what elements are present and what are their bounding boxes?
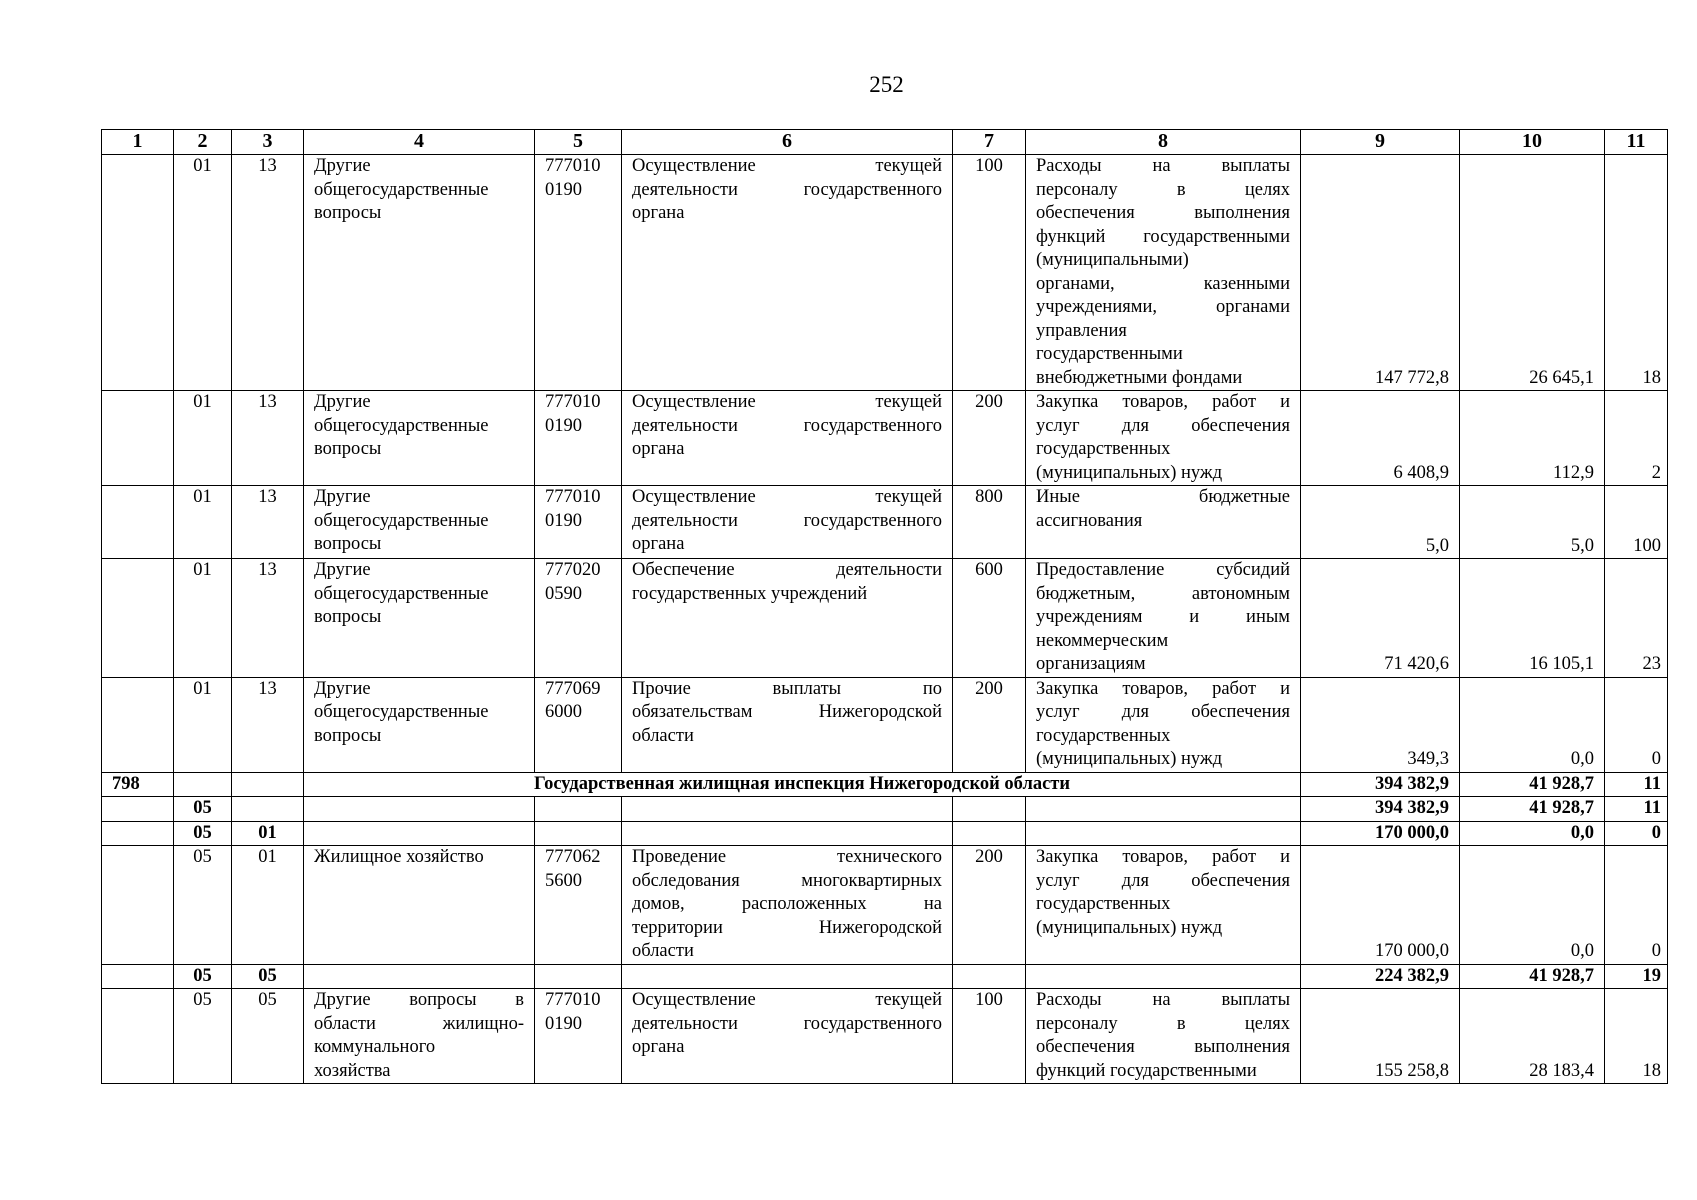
executed-cell: 0,0 <box>1460 846 1605 965</box>
subsection-code-cell: 13 <box>232 155 304 391</box>
empty-cell <box>953 821 1026 846</box>
expense-type-cell: 100 <box>953 989 1026 1084</box>
target-article-cell-line: 0190 <box>545 179 582 200</box>
subsection-name-cell-line: области жилищно- <box>314 1013 524 1034</box>
empty-cell <box>232 772 304 797</box>
expense-type-name-cell-line: государственных <box>1036 894 1171 914</box>
expense-type-name-cell-line: Предоставление субсидий <box>1036 560 1290 580</box>
subsection-name-cell-line: общегосударственные <box>314 510 489 531</box>
expense-type-cell: 200 <box>953 846 1026 965</box>
description-cell <box>622 989 953 1084</box>
percent-cell: 0 <box>1605 677 1668 772</box>
subsection-name-cell-line: Другие <box>314 487 371 507</box>
empty-cell <box>622 821 953 846</box>
description-cell-line: области <box>632 941 694 961</box>
section-total-row <box>102 797 1668 822</box>
expense-type-cell: 200 <box>953 677 1026 772</box>
description-cell-line: деятельности государственного <box>632 510 942 531</box>
col1-cell <box>102 559 174 678</box>
header-cell: 9 <box>1301 130 1460 155</box>
table-header <box>102 130 1668 155</box>
empty-cell <box>304 964 535 989</box>
executed-cell: 28 183,4 <box>1460 989 1605 1084</box>
header-cell: 2 <box>174 130 232 155</box>
subsection-name-cell-line: хозяйства <box>314 1060 391 1081</box>
description-cell-line: органа <box>632 534 685 554</box>
amount-cell: 224 382,9 <box>1301 964 1460 989</box>
executed-cell: 16 105,1 <box>1460 559 1605 678</box>
header-cell: 3 <box>232 130 304 155</box>
executed-cell: 41 928,7 <box>1460 964 1605 989</box>
expense-type-name-cell <box>1026 155 1301 391</box>
target-article-cell <box>535 391 622 486</box>
expense-type-name-cell-line: организациям <box>1036 654 1146 674</box>
organization-row <box>102 772 1668 797</box>
empty-cell <box>102 797 174 822</box>
subsection-name-cell-line: Жилищное хозяйство <box>314 847 484 867</box>
target-article-cell <box>535 559 622 678</box>
expense-type-name-cell-line: услуг для обеспечения <box>1036 870 1290 891</box>
subsection-name-cell-line: вопросы <box>314 725 382 746</box>
description-cell-line: обязательствам Нижегородской <box>632 702 942 722</box>
executed-cell: 112,9 <box>1460 391 1605 486</box>
section-code-cell: 05 <box>174 964 232 989</box>
subsection-name-cell <box>304 846 535 965</box>
description-cell-line: Осуществление текущей <box>632 990 942 1010</box>
target-article-cell-line: 777010 <box>545 487 601 507</box>
subsection-code-cell: 05 <box>232 989 304 1084</box>
subsection-name-cell-line: вопросы <box>314 203 382 223</box>
col1-cell <box>102 486 174 559</box>
empty-cell <box>102 821 174 846</box>
header-cell: 7 <box>953 130 1026 155</box>
expense-type-cell: 800 <box>953 486 1026 559</box>
target-article-cell-line: 0590 <box>545 583 582 604</box>
amount-cell: 155 258,8 <box>1301 989 1460 1084</box>
description-cell-line: Осуществление текущей <box>632 156 942 176</box>
subsection-name-cell-line: Другие <box>314 678 371 699</box>
amount-cell: 170 000,0 <box>1301 846 1460 965</box>
subsection-name-cell-line: вопросы <box>314 607 382 627</box>
expense-type-name-cell-line: (муниципальными) <box>1036 250 1189 270</box>
expense-type-name-cell-line: органами, казенными <box>1036 273 1290 294</box>
subsection-name-cell <box>304 155 535 391</box>
expense-type-name-cell-line: функций государственными <box>1036 226 1290 247</box>
table-body <box>102 155 1668 1084</box>
subsection-name-cell-line: Другие <box>314 156 371 176</box>
target-article-cell-line: 777069 <box>545 678 601 699</box>
description-cell-line: области <box>632 725 694 746</box>
subsection-name-cell <box>304 559 535 678</box>
expense-type-name-cell-line: Расходы на выплаты <box>1036 990 1290 1010</box>
expense-type-name-cell-line: учреждениям и иным <box>1036 607 1290 627</box>
org-code-cell: 798 <box>102 772 174 797</box>
description-cell-line: домов, расположенных на <box>632 894 942 914</box>
subsection-name-cell <box>304 486 535 559</box>
col1-cell <box>102 989 174 1084</box>
empty-cell <box>622 964 953 989</box>
expense-type-name-cell-line: персоналу в целях <box>1036 179 1290 200</box>
amount-cell: 71 420,6 <box>1301 559 1460 678</box>
subsection-name-cell <box>304 989 535 1084</box>
description-cell <box>622 391 953 486</box>
header-row <box>102 130 1668 155</box>
page-number: 252 <box>869 72 904 97</box>
description-cell-line: Проведение технического <box>632 847 942 867</box>
description-cell-line: деятельности государственного <box>632 1013 942 1034</box>
subsection-code-cell: 13 <box>232 677 304 772</box>
empty-cell <box>1026 964 1301 989</box>
subsection-name-cell <box>304 391 535 486</box>
description-cell-line: органа <box>632 439 685 459</box>
target-article-cell <box>535 677 622 772</box>
description-cell-line: деятельности государственного <box>632 415 942 436</box>
section-code-cell: 01 <box>174 486 232 559</box>
expense-type-name-cell-line: (муниципальных) нужд <box>1036 749 1223 769</box>
executed-cell: 26 645,1 <box>1460 155 1605 391</box>
table-row <box>102 486 1668 559</box>
header-cell: 5 <box>535 130 622 155</box>
amount-cell: 394 382,9 <box>1301 772 1460 797</box>
expense-type-name-cell-line: Закупка товаров, работ и <box>1036 847 1290 867</box>
amount-cell: 394 382,9 <box>1301 797 1460 822</box>
executed-cell: 41 928,7 <box>1460 772 1605 797</box>
executed-cell: 0,0 <box>1460 677 1605 772</box>
subsection-name-cell-line: Другие вопросы в <box>314 990 524 1010</box>
executed-cell: 41 928,7 <box>1460 797 1605 822</box>
subsection-name-cell-line: Другие <box>314 392 371 412</box>
target-article-cell-line: 0190 <box>545 415 582 436</box>
description-cell-line: государственных учреждений <box>632 583 868 604</box>
subsection-code-cell: 01 <box>232 821 304 846</box>
subsection-name-cell-line: общегосударственные <box>314 702 489 722</box>
subsection-code-cell <box>232 797 304 822</box>
expense-type-name-cell-line: (муниципальных) нужд <box>1036 462 1223 483</box>
col1-cell <box>102 677 174 772</box>
amount-cell: 170 000,0 <box>1301 821 1460 846</box>
target-article-cell-line: 0190 <box>545 1013 582 1034</box>
section-code-cell: 01 <box>174 559 232 678</box>
target-article-cell-line: 5600 <box>545 870 582 891</box>
expense-type-name-cell <box>1026 391 1301 486</box>
table-row <box>102 846 1668 965</box>
subsection-code-cell: 13 <box>232 486 304 559</box>
expense-type-name-cell-line: управления <box>1036 320 1127 341</box>
target-article-cell <box>535 155 622 391</box>
target-article-cell <box>535 486 622 559</box>
subsection-name-cell-line: вопросы <box>314 439 382 459</box>
expense-type-name-cell-line: внебюджетными фондами <box>1036 367 1243 388</box>
empty-cell <box>953 964 1026 989</box>
section-code-cell: 01 <box>174 155 232 391</box>
percent-cell: 11 <box>1605 772 1668 797</box>
expense-type-name-cell <box>1026 846 1301 965</box>
col1-cell <box>102 846 174 965</box>
subsection-name-cell-line: общегосударственные <box>314 415 489 436</box>
expense-type-name-cell-line: государственными <box>1036 344 1183 364</box>
target-article-cell-line: 6000 <box>545 702 582 722</box>
expense-type-name-cell-line: Закупка товаров, работ и <box>1036 392 1290 412</box>
expense-type-name-cell-line: обеспечения выполнения <box>1036 203 1290 223</box>
amount-cell: 5,0 <box>1301 486 1460 559</box>
col1-cell <box>102 155 174 391</box>
subsection-total-row <box>102 964 1668 989</box>
amount-cell: 349,3 <box>1301 677 1460 772</box>
percent-cell: 19 <box>1605 964 1668 989</box>
expense-type-name-cell-line: Иные бюджетные <box>1036 487 1290 507</box>
empty-cell <box>622 797 953 822</box>
percent-cell: 11 <box>1605 797 1668 822</box>
description-cell-line: Прочие выплаты по <box>632 678 942 699</box>
expense-type-name-cell-line: услуг для обеспечения <box>1036 415 1290 436</box>
empty-cell <box>304 821 535 846</box>
description-cell-line: территории Нижегородской <box>632 917 942 938</box>
description-cell-line: Осуществление текущей <box>632 392 942 412</box>
header-cell: 11 <box>1605 130 1668 155</box>
expense-type-name-cell-line: обеспечения выполнения <box>1036 1037 1290 1057</box>
description-cell <box>622 486 953 559</box>
expense-type-name-cell-line: Закупка товаров, работ и <box>1036 678 1290 699</box>
expense-type-cell: 200 <box>953 391 1026 486</box>
header-cell: 6 <box>622 130 953 155</box>
empty-cell <box>535 797 622 822</box>
expense-type-name-cell <box>1026 486 1301 559</box>
subsection-code-cell: 05 <box>232 964 304 989</box>
percent-cell: 23 <box>1605 559 1668 678</box>
empty-cell <box>174 772 232 797</box>
expense-type-name-cell-line: персоналу в целях <box>1036 1013 1290 1034</box>
target-article-cell-line: 777020 <box>545 560 601 580</box>
expense-type-name-cell-line: (муниципальных) нужд <box>1036 917 1223 938</box>
header-cell: 8 <box>1026 130 1301 155</box>
expense-type-name-cell-line: учреждениями, органами <box>1036 297 1290 317</box>
header-cell: 10 <box>1460 130 1605 155</box>
description-cell <box>622 559 953 678</box>
table-row <box>102 155 1668 391</box>
subsection-total-row <box>102 821 1668 846</box>
expense-type-name-cell <box>1026 677 1301 772</box>
percent-cell: 0 <box>1605 846 1668 965</box>
amount-cell: 6 408,9 <box>1301 391 1460 486</box>
description-cell-line: органа <box>632 1037 685 1057</box>
expense-type-name-cell-line: ассигнования <box>1036 510 1143 531</box>
percent-cell: 0 <box>1605 821 1668 846</box>
expense-type-name-cell-line: государственных <box>1036 439 1171 459</box>
empty-cell <box>1026 797 1301 822</box>
section-code-cell: 05 <box>174 989 232 1084</box>
expense-type-name-cell-line: бюджетным, автономным <box>1036 583 1290 604</box>
subsection-name-cell-line: коммунального <box>314 1037 436 1057</box>
empty-cell <box>953 797 1026 822</box>
col1-cell <box>102 391 174 486</box>
amount-cell: 147 772,8 <box>1301 155 1460 391</box>
section-code-cell: 05 <box>174 846 232 965</box>
header-cell: 1 <box>102 130 174 155</box>
subsection-code-cell: 13 <box>232 559 304 678</box>
percent-cell: 18 <box>1605 989 1668 1084</box>
subsection-name-cell-line: Другие <box>314 560 371 580</box>
expense-type-name-cell-line: функций государственными <box>1036 1060 1257 1081</box>
empty-cell <box>535 964 622 989</box>
expense-type-name-cell <box>1026 559 1301 678</box>
table-row <box>102 559 1668 678</box>
subsection-name-cell-line: общегосударственные <box>314 179 489 200</box>
description-cell-line: Осуществление текущей <box>632 487 942 507</box>
percent-cell: 2 <box>1605 391 1668 486</box>
description-cell <box>622 677 953 772</box>
expense-type-name-cell-line: государственных <box>1036 725 1171 746</box>
budget-table <box>101 129 1668 1084</box>
subsection-name-cell-line: вопросы <box>314 534 382 554</box>
table-row <box>102 391 1668 486</box>
expense-type-name-cell-line: услуг для обеспечения <box>1036 702 1290 722</box>
empty-cell <box>1026 821 1301 846</box>
section-code-cell: 05 <box>174 797 232 822</box>
subsection-code-cell: 01 <box>232 846 304 965</box>
target-article-cell-line: 777010 <box>545 156 601 176</box>
percent-cell: 18 <box>1605 155 1668 391</box>
org-title-cell: Государственная жилищная инспекция Нижегородской области <box>304 772 1301 797</box>
table-row <box>102 677 1668 772</box>
subsection-name-cell <box>304 677 535 772</box>
target-article-cell <box>535 989 622 1084</box>
target-article-cell-line: 777062 <box>545 847 601 867</box>
description-cell-line: органа <box>632 203 685 223</box>
expense-type-name-cell-line: некоммерческим <box>1036 630 1169 651</box>
section-code-cell: 01 <box>174 391 232 486</box>
subsection-code-cell: 13 <box>232 391 304 486</box>
percent-cell: 100 <box>1605 486 1668 559</box>
empty-cell <box>535 821 622 846</box>
table-row <box>102 989 1668 1084</box>
description-cell-line: обследования многоквартирных <box>632 870 942 891</box>
description-cell-line: деятельности государственного <box>632 179 942 200</box>
executed-cell: 5,0 <box>1460 486 1605 559</box>
expense-type-name-cell <box>1026 989 1301 1084</box>
target-article-cell <box>535 846 622 965</box>
expense-type-cell: 600 <box>953 559 1026 678</box>
target-article-cell-line: 777010 <box>545 392 601 412</box>
target-article-cell-line: 0190 <box>545 510 582 531</box>
subsection-name-cell-line: общегосударственные <box>314 583 489 604</box>
description-cell <box>622 155 953 391</box>
description-cell <box>622 846 953 965</box>
section-code-cell: 01 <box>174 677 232 772</box>
empty-cell <box>102 964 174 989</box>
empty-cell <box>304 797 535 822</box>
executed-cell: 0,0 <box>1460 821 1605 846</box>
target-article-cell-line: 777010 <box>545 990 601 1010</box>
header-cell: 4 <box>304 130 535 155</box>
expense-type-cell: 100 <box>953 155 1026 391</box>
description-cell-line: Обеспечение деятельности <box>632 560 942 580</box>
section-code-cell: 05 <box>174 821 232 846</box>
expense-type-name-cell-line: Расходы на выплаты <box>1036 156 1290 176</box>
